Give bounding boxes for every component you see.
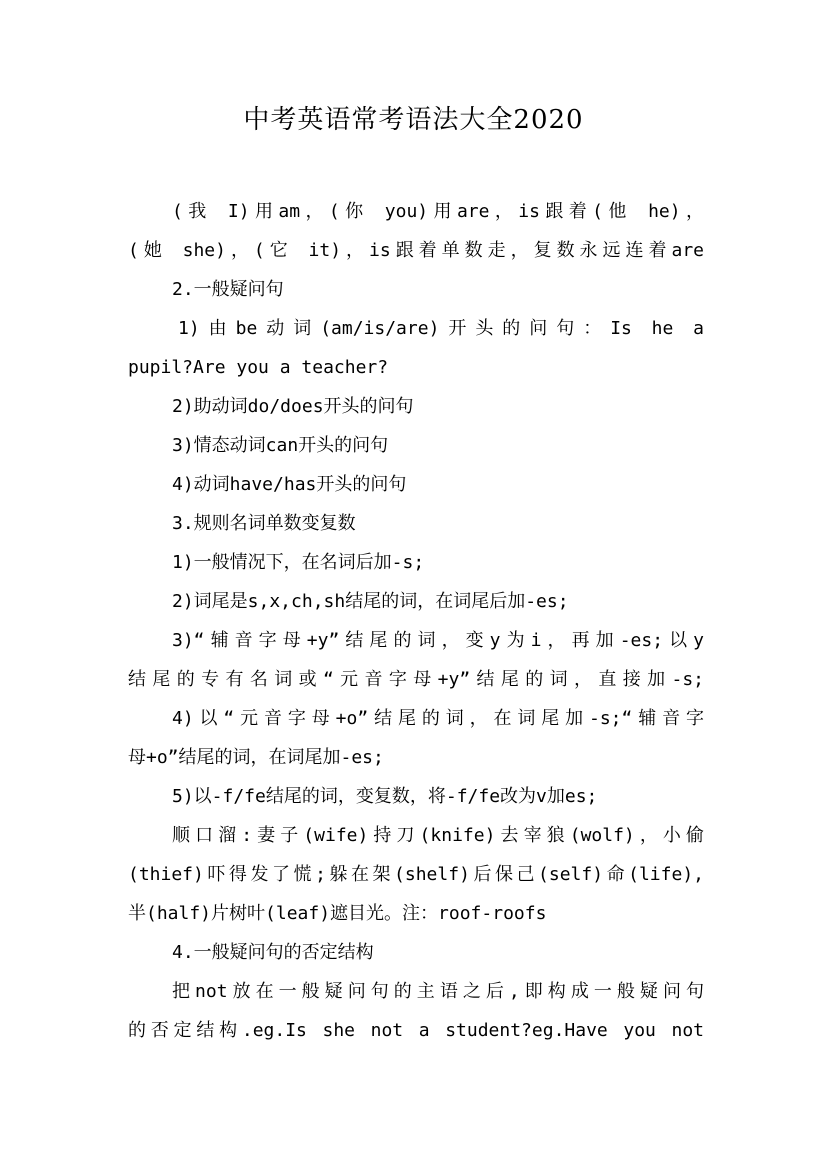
- document-body: [128, 192, 704, 1050]
- text-line: 2)词尾是s,x,ch,sh结尾的词，在词尾后加-es;: [172, 591, 569, 612]
- section-heading: 4.一般疑问句的否定结构: [172, 942, 374, 963]
- section-heading: 3.规则名词单数变复数: [172, 513, 356, 534]
- text-line: 把not放在一般疑问句的主语之后,即构成一般疑问句: [172, 981, 704, 1002]
- section-heading: 2.一般疑问句: [172, 279, 284, 300]
- text-line: (我 I)用am，(你 you)用are，is跟着(他 he)，: [172, 201, 704, 222]
- text-line: pupil?Are you a teacher?: [128, 357, 389, 378]
- text-line: 2)助动词do/does开头的问句: [172, 396, 414, 417]
- text-line: 结尾的专有名词或“元音字母+y”结尾的词，直接加-s;: [128, 669, 704, 690]
- text-line: 顺口溜:妻子(wife)持刀(knife)去宰狼(wolf)，小偷: [172, 825, 704, 846]
- text-line: 1)由be动词(am/is/are)开头的问句：Is he a: [178, 318, 704, 339]
- text-line: 的否定结构.eg.Is she not a student?eg.Have you not: [128, 1020, 704, 1041]
- document-title: 中考英语常考语法大全2020: [243, 105, 584, 135]
- text-line: (她 she)，(它 it)，is跟着单数走，复数永远连着are: [128, 240, 704, 261]
- text-line: 3)“辅音字母+y”结尾的词，变y为i，再加-es;以y: [172, 630, 704, 651]
- text-line: (thief)吓得发了慌;躲在架(shelf)后保己(self)命(life),: [128, 864, 704, 885]
- text-line: 母+o”结尾的词，在词尾加-es;: [128, 747, 384, 768]
- text-line: 1)一般情况下，在名词后加-s;: [172, 552, 425, 573]
- text-line: 半(half)片树叶(leaf)遮目光。注：roof-roofs: [128, 903, 547, 924]
- text-line: 5)以-f/fe结尾的词，变复数，将-f/fe改为v加es;: [172, 786, 598, 807]
- text-line: 3)情态动词can开头的问句: [172, 435, 389, 456]
- text-line: 4)以“元音字母+o”结尾的词，在词尾加-s;“辅音字: [172, 708, 704, 729]
- text-line: 4)动词have/has开头的问句: [172, 474, 407, 495]
